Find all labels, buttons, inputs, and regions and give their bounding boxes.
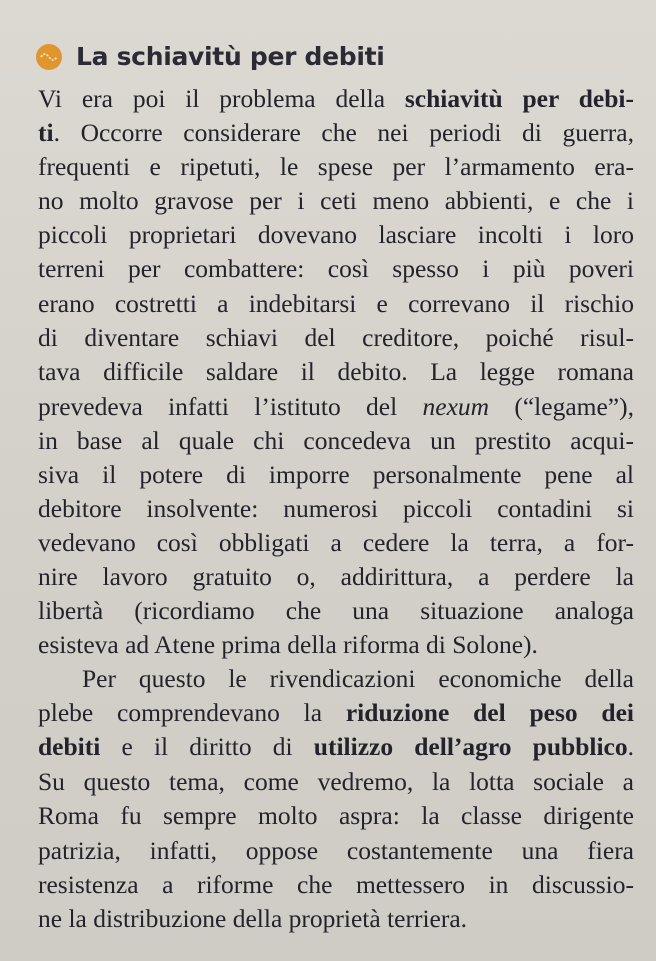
text-line	[38, 868, 634, 902]
text-line	[38, 82, 634, 116]
text-line	[38, 390, 634, 424]
text-run: tava difficile saldare il debito. La legge romana	[38, 357, 634, 386]
text-run: .	[627, 732, 634, 761]
text-line	[38, 765, 634, 799]
text-line	[38, 321, 634, 355]
text-run: Su questo tema, come vedremo, la lotta sociale a	[38, 767, 634, 796]
text-run: nire lavoro gratuito o, addirittura, a perdere la	[38, 562, 634, 591]
text-line	[38, 184, 634, 218]
text-line	[38, 218, 634, 252]
text-run: resistenza a riforme che mettessero in discussio-	[38, 870, 634, 899]
text-line	[38, 150, 634, 184]
bold-term: debiti	[38, 732, 101, 761]
text-line	[38, 526, 634, 560]
text-line	[38, 902, 634, 936]
italic-term: nexum	[422, 392, 490, 421]
text-run: . Occorre considerare che nei periodi di guerra,	[53, 118, 634, 147]
text-line	[38, 662, 634, 696]
bold-term: riduzione del peso dei	[345, 698, 634, 727]
bold-term: ti	[38, 118, 54, 147]
text-run: di diventare schiavi del creditore, poiché risul-	[38, 323, 634, 352]
text-run: vedevano così obbligati a cedere la terra, a for-	[38, 528, 634, 557]
text-line	[38, 424, 634, 458]
text-run: no molto gravose per i ceti meno abbienti, e che i	[38, 186, 634, 215]
text-run: in base al quale chi concedeva un prestito acqui-	[38, 426, 634, 455]
text-run: libertà (ricordiamo che una situazione analoga	[38, 596, 634, 625]
text-line	[38, 116, 634, 150]
text-run: terreni per combattere: così spesso i più poveri	[38, 254, 634, 283]
text-run: Per questo le rivendicazioni economiche della	[82, 664, 634, 693]
text-line	[38, 696, 634, 730]
text-line	[38, 287, 634, 321]
bold-term: utilizzo dell’agro pubblico	[313, 732, 628, 761]
bold-term: schiavitù per debi-	[404, 84, 634, 113]
text-run: ne la distribuzione della proprietà terriera.	[38, 904, 468, 933]
text-run: patrizia, infatti, oppose costantemente una fiera	[38, 836, 634, 865]
text-line	[38, 560, 634, 594]
section-title: La schiavitù per debiti	[76, 42, 385, 71]
text-run: piccoli proprietari dovevano lasciare incolti i loro	[38, 220, 634, 249]
text-line	[38, 834, 634, 868]
text-line	[38, 594, 634, 628]
text-run: esisteva ad Atene prima della riforma di Solone).	[38, 630, 538, 659]
text-run: debitore insolvente: numerosi piccoli contadini si	[38, 494, 634, 523]
text-line	[38, 458, 634, 492]
flourish-icon	[36, 44, 62, 70]
text-run: siva il potere di imporre personalmente pene al	[38, 460, 634, 489]
text-line	[38, 730, 634, 764]
text-line	[38, 252, 634, 286]
text-run: plebe comprendevano la	[38, 698, 346, 727]
section-heading	[36, 42, 385, 71]
text-run: (“legame”),	[489, 392, 634, 421]
text-run: frequenti e ripetuti, le spese per l’armamento era-	[38, 152, 634, 181]
text-line	[38, 628, 634, 662]
text-line	[38, 799, 634, 833]
text-run: Roma fu sempre molto aspra: la classe dirigente	[38, 801, 634, 830]
text-run: Vi era poi il problema della	[38, 84, 405, 113]
text-line	[38, 355, 634, 389]
text-line	[38, 492, 634, 526]
text-run: e il diritto di	[100, 732, 314, 761]
text-run: prevedeva infatti l’istituto del	[38, 392, 423, 421]
text-run: erano costretti a indebitarsi e correvano il rischio	[38, 289, 634, 318]
